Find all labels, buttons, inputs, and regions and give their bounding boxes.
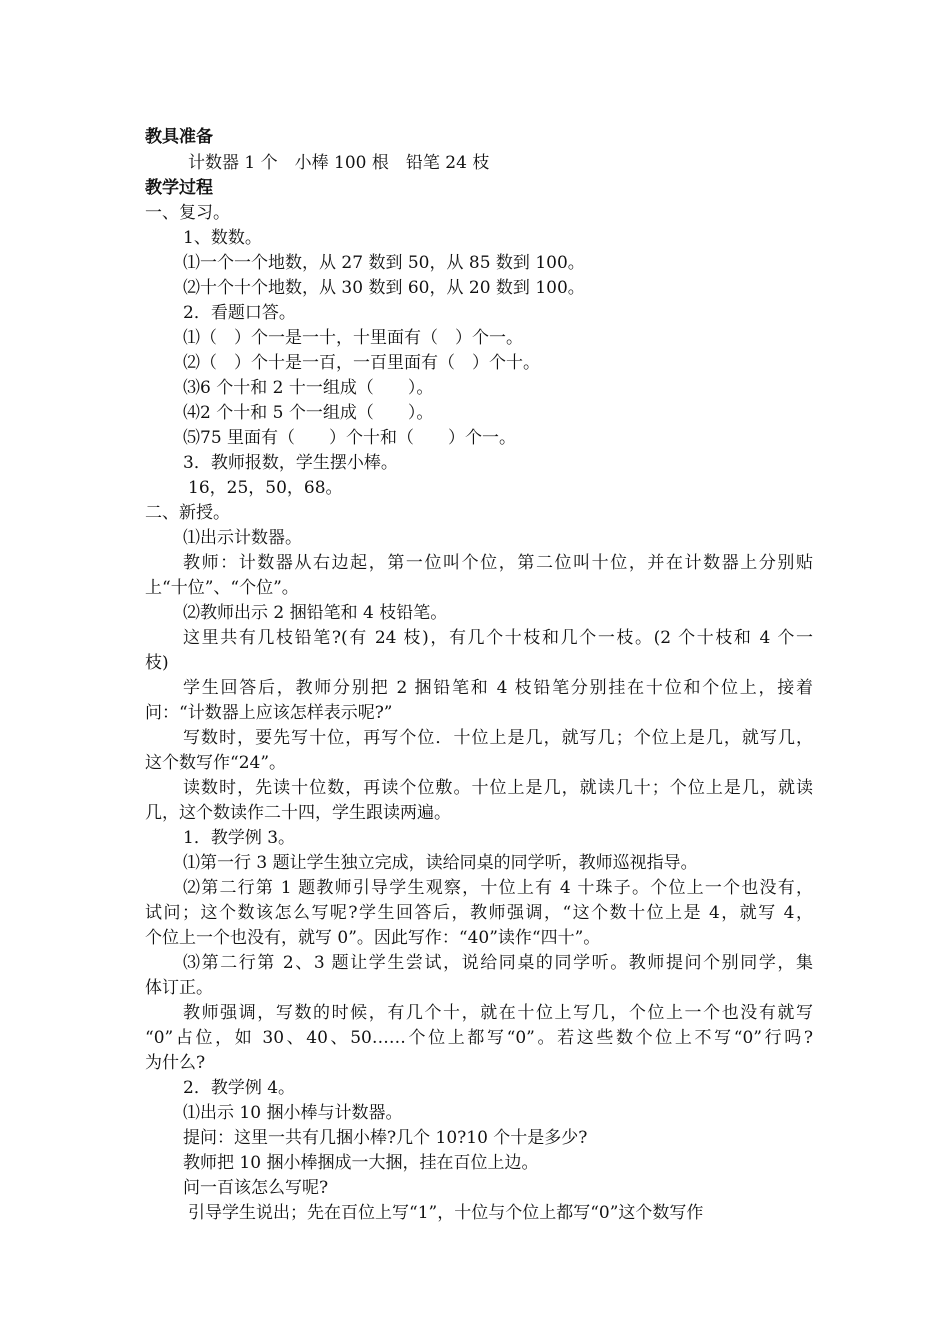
text-line: ⑴（ ）个一是一十，十里面有（ ）个一。: [183, 328, 523, 348]
text-line: ⑴出示计数器。: [183, 528, 302, 548]
text-line: ⑵十个十个地数，从 30 数到 60，从 20 数到 100。: [183, 278, 585, 298]
text-line: 体订正。: [145, 978, 213, 998]
text-line: 1．教学例 3。: [183, 828, 296, 848]
text-line: 计数器 1 个 小棒 100 根 铅笔 24 枝: [188, 153, 490, 173]
text-line: 写数时，要先写十位，再写个位．十位上是几，就写几；个位上是几，就写几，: [183, 728, 813, 748]
text-line: 为什么?: [145, 1053, 206, 1073]
text-line: ⑴一个一个地数，从 27 数到 50，从 85 数到 100。: [183, 253, 585, 273]
heading-teaching-process: 教学过程: [145, 178, 213, 198]
text-line: 个位上一个也没有，就写 0”。因此写作：“40”读作“四十”。: [145, 928, 601, 948]
text-line: 上“十位”、“个位”。: [145, 578, 299, 598]
text-line: 2．教学例 4。: [183, 1078, 296, 1098]
text-line: ⑶6 个十和 2 十一组成（ ）。: [183, 378, 434, 398]
text-line: 枝): [145, 653, 169, 673]
text-line: “0”占位，如 30、40、50……个位上都写“0”。若这些数个位上不写“0”行吗?: [145, 1028, 813, 1048]
text-line: 试问；这个数该怎么写呢?学生回答后，教师强调，“这个数十位上是 4，就写 4，: [145, 903, 813, 923]
text-line: 问一百该怎么写呢?: [183, 1178, 329, 1198]
text-line: 问：“计数器上应该怎样表示呢?”: [145, 703, 393, 723]
text-line: 1、数数。: [183, 228, 262, 248]
text-line: ⑷2 个十和 5 个一组成（ ）。: [183, 403, 434, 423]
text-line: 提问：这里一共有几捆小棒?几个 10?10 个十是多少?: [183, 1128, 588, 1148]
text-line: ⑴第一行 3 题让学生独立完成，读给同桌的同学听，教师巡视指导。: [183, 853, 698, 873]
section-heading: 二、新授。: [145, 503, 230, 523]
text-line: 16，25，50，68。: [188, 478, 343, 498]
text-line: 教师：计数器从右边起，第一位叫个位，第二位叫十位，并在计数器上分别贴: [183, 553, 813, 573]
text-line: 学生回答后，教师分别把 2 捆铅笔和 4 枝铅笔分别挂在十位和个位上，接着: [183, 678, 813, 698]
text-line: 这里共有几枝铅笔?(有 24 枝)，有几个十枝和几个一枝。(2 个十枝和 4 个一: [183, 628, 813, 648]
section-heading: 一、复习。: [145, 203, 230, 223]
text-line: 2．看题口答。: [183, 303, 296, 323]
text-line: ⑸75 里面有（ ）个十和（ ）个一。: [183, 428, 517, 448]
text-line: ⑵第二行第 1 题教师引导学生观察，十位上有 4 十珠子。个位上一个也没有，: [183, 878, 813, 898]
text-line: 教师强调，写数的时候，有几个十，就在十位上写几，个位上一个也没有就写: [183, 1003, 813, 1023]
text-line: 读数时，先读十位数，再读个位敷。十位上是几，就读几十；个位上是几，就读: [183, 778, 813, 798]
text-line: ⑵教师出示 2 捆铅笔和 4 枝铅笔。: [183, 603, 448, 623]
text-line: 3．教师报数，学生摆小棒。: [183, 453, 398, 473]
text-line: 引导学生说出；先在百位上写“1”，十位与个位上都写“0”这个数写作: [188, 1203, 704, 1223]
text-line: 这个数写作“24”。: [145, 753, 287, 773]
text-line: ⑶第二行第 2、3 题让学生尝试，说给同桌的同学听。教师提问个别同学，集: [183, 953, 813, 973]
heading-teaching-aids: 教具准备: [145, 127, 213, 147]
text-line: 教师把 10 捆小棒捆成一大捆，挂在百位上边。: [183, 1153, 539, 1173]
text-line: 几，这个数读作二十四，学生跟读两遍。: [145, 803, 451, 823]
text-line: ⑵（ ）个十是一百，一百里面有（ ）个十。: [183, 353, 540, 373]
text-line: ⑴出示 10 捆小棒与计数器。: [183, 1103, 403, 1123]
